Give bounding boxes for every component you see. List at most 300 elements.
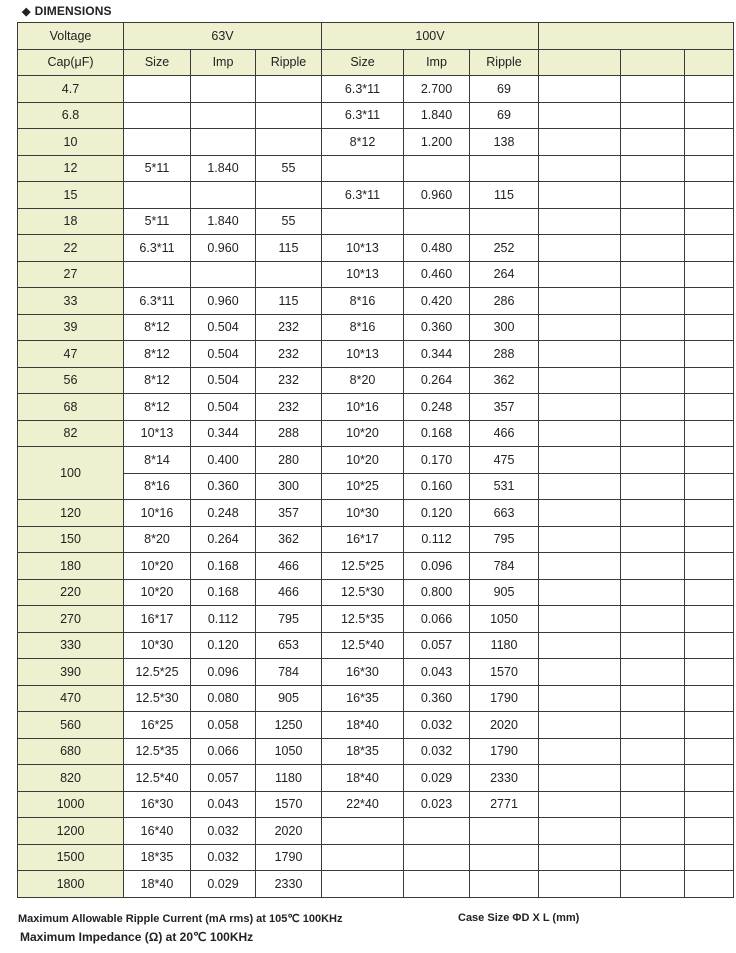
imp-63v-cell: 0.066 — [191, 738, 256, 765]
size-100v-cell: 10*25 — [322, 473, 404, 500]
ripple-63v-cell: 280 — [256, 447, 322, 474]
ripple-63v-cell: 905 — [256, 685, 322, 712]
empty-cell — [621, 606, 685, 633]
empty-cell — [685, 606, 734, 633]
size-63v-cell: 18*40 — [124, 871, 191, 898]
cap-cell: 27 — [18, 261, 124, 288]
empty-cell — [539, 738, 621, 765]
empty-cell — [685, 261, 734, 288]
table-row — [18, 738, 734, 765]
table-row — [18, 553, 734, 580]
ripple-100v-cell: 1180 — [470, 632, 539, 659]
voltage-100v: 100V — [322, 23, 539, 50]
empty-cell — [621, 261, 685, 288]
table-row — [18, 712, 734, 739]
col-imp-63v: Imp — [191, 49, 256, 76]
cap-cell: 18 — [18, 208, 124, 235]
imp-100v-cell: 0.120 — [404, 500, 470, 527]
ripple-100v-cell: 531 — [470, 473, 539, 500]
empty-cell — [621, 579, 685, 606]
imp-63v-cell: 0.120 — [191, 632, 256, 659]
empty-cell — [621, 208, 685, 235]
empty-cell — [685, 500, 734, 527]
table-row — [18, 871, 734, 898]
imp-100v-cell: 0.360 — [404, 685, 470, 712]
empty-cell — [685, 182, 734, 209]
empty-cell — [621, 102, 685, 129]
imp-100v-cell: 2.700 — [404, 76, 470, 103]
ripple-63v-cell: 115 — [256, 288, 322, 315]
ripple-63v-cell — [256, 182, 322, 209]
ripple-100v-cell: 69 — [470, 102, 539, 129]
imp-63v-cell: 0.029 — [191, 871, 256, 898]
imp-100v-cell: 0.800 — [404, 579, 470, 606]
size-100v-cell: 10*13 — [322, 261, 404, 288]
empty-cell — [685, 844, 734, 871]
empty-cell — [685, 579, 734, 606]
imp-63v-cell: 0.057 — [191, 765, 256, 792]
ripple-100v-cell: 475 — [470, 447, 539, 474]
cap-cell: 180 — [18, 553, 124, 580]
empty-cell — [621, 367, 685, 394]
size-100v-cell: 18*40 — [322, 765, 404, 792]
empty-cell — [685, 341, 734, 368]
empty-cell — [539, 685, 621, 712]
empty-cell — [685, 818, 734, 845]
table-row — [18, 526, 734, 553]
size-100v-cell: 12.5*35 — [322, 606, 404, 633]
empty-cell — [685, 685, 734, 712]
empty-cell — [539, 791, 621, 818]
imp-63v-cell: 0.960 — [191, 288, 256, 315]
empty-cell — [685, 659, 734, 686]
table-row — [18, 235, 734, 262]
ripple-63v-cell: 300 — [256, 473, 322, 500]
ripple-63v-cell: 288 — [256, 420, 322, 447]
size-63v-cell: 12.5*30 — [124, 685, 191, 712]
empty-cell — [621, 738, 685, 765]
table-row — [18, 155, 734, 182]
ripple-63v-cell: 1570 — [256, 791, 322, 818]
imp-100v-cell: 0.344 — [404, 341, 470, 368]
cap-cell: 47 — [18, 341, 124, 368]
size-100v-cell — [322, 871, 404, 898]
ripple-63v-cell: 2330 — [256, 871, 322, 898]
col-empty — [539, 49, 621, 76]
ripple-63v-cell: 55 — [256, 208, 322, 235]
empty-cell — [685, 314, 734, 341]
empty-cell — [685, 526, 734, 553]
empty-cell — [539, 526, 621, 553]
cap-cell: 680 — [18, 738, 124, 765]
dimensions-table — [17, 22, 734, 898]
size-100v-cell: 10*30 — [322, 500, 404, 527]
ripple-63v-cell: 232 — [256, 314, 322, 341]
size-63v-cell: 8*12 — [124, 314, 191, 341]
empty-cell — [539, 765, 621, 792]
cap-cell: 12 — [18, 155, 124, 182]
ripple-100v-cell: 663 — [470, 500, 539, 527]
cap-cell: 470 — [18, 685, 124, 712]
size-63v-cell: 8*12 — [124, 367, 191, 394]
size-100v-cell: 10*20 — [322, 447, 404, 474]
empty-cell — [621, 553, 685, 580]
imp-63v-cell — [191, 129, 256, 156]
size-100v-cell: 12.5*40 — [322, 632, 404, 659]
cap-cell: 1000 — [18, 791, 124, 818]
size-100v-cell: 6.3*11 — [322, 76, 404, 103]
size-63v-cell: 16*17 — [124, 606, 191, 633]
cap-cell: 270 — [18, 606, 124, 633]
size-63v-cell: 6.3*11 — [124, 235, 191, 262]
imp-100v-cell: 0.264 — [404, 367, 470, 394]
size-100v-cell: 8*16 — [322, 288, 404, 315]
ripple-63v-cell — [256, 129, 322, 156]
ripple-note: Maximum Allowable Ripple Current (mA rms) at 105℃ 100KHz — [18, 913, 343, 925]
imp-63v-cell: 0.504 — [191, 341, 256, 368]
imp-100v-cell: 0.032 — [404, 712, 470, 739]
size-63v-cell: 10*13 — [124, 420, 191, 447]
table-row — [18, 500, 734, 527]
imp-100v-cell: 0.960 — [404, 182, 470, 209]
cap-cell: 56 — [18, 367, 124, 394]
empty-cell — [539, 473, 621, 500]
imp-100v-cell: 0.460 — [404, 261, 470, 288]
empty-cell — [685, 473, 734, 500]
empty-cell — [539, 102, 621, 129]
imp-100v-cell: 0.023 — [404, 791, 470, 818]
voltage-empty — [539, 23, 734, 50]
ripple-63v-cell: 653 — [256, 632, 322, 659]
size-100v-cell: 12.5*30 — [322, 579, 404, 606]
empty-cell — [539, 579, 621, 606]
col-size-100v: Size — [322, 49, 404, 76]
ripple-100v-cell: 264 — [470, 261, 539, 288]
cap-cell: 390 — [18, 659, 124, 686]
size-63v-cell: 10*20 — [124, 579, 191, 606]
empty-cell — [539, 76, 621, 103]
cap-cell: 4.7 — [18, 76, 124, 103]
ripple-63v-cell — [256, 261, 322, 288]
size-63v-cell — [124, 102, 191, 129]
imp-63v-cell: 0.344 — [191, 420, 256, 447]
ripple-63v-cell — [256, 76, 322, 103]
imp-100v-cell: 1.840 — [404, 102, 470, 129]
size-63v-cell: 10*20 — [124, 553, 191, 580]
imp-63v-cell: 1.840 — [191, 155, 256, 182]
empty-cell — [539, 129, 621, 156]
empty-cell — [621, 394, 685, 421]
ripple-100v-cell: 300 — [470, 314, 539, 341]
size-100v-cell: 10*13 — [322, 235, 404, 262]
imp-100v-cell: 0.112 — [404, 526, 470, 553]
imp-63v-cell: 0.096 — [191, 659, 256, 686]
table-row — [18, 261, 734, 288]
size-63v-cell: 5*11 — [124, 208, 191, 235]
imp-100v-cell: 0.420 — [404, 288, 470, 315]
ripple-63v-cell: 232 — [256, 367, 322, 394]
imp-63v-cell: 0.360 — [191, 473, 256, 500]
empty-cell — [539, 235, 621, 262]
table-row — [18, 791, 734, 818]
imp-63v-cell: 0.400 — [191, 447, 256, 474]
table-row — [18, 129, 734, 156]
imp-63v-cell: 0.080 — [191, 685, 256, 712]
cap-cell: 1200 — [18, 818, 124, 845]
cap-cell: 22 — [18, 235, 124, 262]
empty-cell — [621, 765, 685, 792]
empty-cell — [685, 553, 734, 580]
empty-cell — [621, 341, 685, 368]
table-row — [18, 765, 734, 792]
imp-63v-cell: 0.112 — [191, 606, 256, 633]
size-100v-cell: 6.3*11 — [322, 102, 404, 129]
ripple-63v-cell: 55 — [256, 155, 322, 182]
cap-cell: 82 — [18, 420, 124, 447]
empty-cell — [621, 712, 685, 739]
empty-cell — [685, 712, 734, 739]
empty-cell — [621, 314, 685, 341]
table-row — [18, 473, 734, 500]
empty-cell — [539, 632, 621, 659]
size-63v-cell — [124, 261, 191, 288]
empty-cell — [539, 553, 621, 580]
empty-cell — [685, 632, 734, 659]
ripple-63v-cell: 2020 — [256, 818, 322, 845]
cap-cell: 220 — [18, 579, 124, 606]
empty-cell — [621, 844, 685, 871]
imp-100v-cell: 0.032 — [404, 738, 470, 765]
empty-cell — [539, 261, 621, 288]
ripple-63v-cell: 795 — [256, 606, 322, 633]
ripple-100v-cell: 362 — [470, 367, 539, 394]
empty-cell — [539, 659, 621, 686]
size-100v-cell: 22*40 — [322, 791, 404, 818]
ripple-100v-cell: 2020 — [470, 712, 539, 739]
imp-63v-cell: 0.168 — [191, 579, 256, 606]
empty-cell — [539, 341, 621, 368]
ripple-63v-cell — [256, 102, 322, 129]
empty-cell — [685, 765, 734, 792]
ripple-100v-cell: 357 — [470, 394, 539, 421]
table-row — [18, 208, 734, 235]
table-row — [18, 606, 734, 633]
imp-63v-cell: 0.960 — [191, 235, 256, 262]
ripple-63v-cell: 466 — [256, 579, 322, 606]
diamond-icon: ◆ — [22, 6, 31, 18]
ripple-100v-cell: 2330 — [470, 765, 539, 792]
imp-63v-cell: 0.504 — [191, 367, 256, 394]
empty-cell — [685, 288, 734, 315]
empty-cell — [621, 182, 685, 209]
empty-cell — [621, 818, 685, 845]
size-100v-cell — [322, 155, 404, 182]
ripple-100v-cell — [470, 155, 539, 182]
size-100v-cell: 10*16 — [322, 394, 404, 421]
empty-cell — [621, 632, 685, 659]
ripple-100v-cell: 288 — [470, 341, 539, 368]
imp-100v-cell — [404, 871, 470, 898]
size-63v-cell — [124, 182, 191, 209]
empty-cell — [539, 500, 621, 527]
imp-63v-cell: 0.032 — [191, 818, 256, 845]
size-63v-cell: 6.3*11 — [124, 288, 191, 315]
table-row — [18, 844, 734, 871]
empty-cell — [539, 818, 621, 845]
ripple-100v-cell: 69 — [470, 76, 539, 103]
size-100v-cell: 8*16 — [322, 314, 404, 341]
ripple-100v-cell: 795 — [470, 526, 539, 553]
imp-100v-cell — [404, 844, 470, 871]
empty-cell — [685, 394, 734, 421]
empty-cell — [539, 447, 621, 474]
ripple-100v-cell: 1570 — [470, 659, 539, 686]
ripple-100v-cell — [470, 208, 539, 235]
section-title-text: DIMENSIONS — [34, 4, 112, 18]
ripple-100v-cell: 1790 — [470, 738, 539, 765]
col-empty — [685, 49, 734, 76]
table-row — [18, 367, 734, 394]
table-row — [18, 341, 734, 368]
imp-100v-cell — [404, 818, 470, 845]
ripple-100v-cell — [470, 818, 539, 845]
imp-63v-cell: 0.264 — [191, 526, 256, 553]
ripple-63v-cell: 232 — [256, 394, 322, 421]
size-100v-cell: 10*20 — [322, 420, 404, 447]
table-row — [18, 579, 734, 606]
cap-cell: 120 — [18, 500, 124, 527]
imp-100v-cell: 0.248 — [404, 394, 470, 421]
empty-cell — [685, 791, 734, 818]
size-100v-cell: 16*35 — [322, 685, 404, 712]
cap-cell: 1800 — [18, 871, 124, 898]
empty-cell — [621, 155, 685, 182]
ripple-63v-cell: 115 — [256, 235, 322, 262]
size-63v-cell: 12.5*35 — [124, 738, 191, 765]
empty-cell — [539, 367, 621, 394]
imp-100v-cell: 0.066 — [404, 606, 470, 633]
imp-100v-cell: 0.170 — [404, 447, 470, 474]
empty-cell — [539, 871, 621, 898]
col-ripple-100v: Ripple — [470, 49, 539, 76]
empty-cell — [621, 420, 685, 447]
ripple-100v-cell: 2771 — [470, 791, 539, 818]
table-row — [18, 659, 734, 686]
empty-cell — [621, 659, 685, 686]
table-row — [18, 447, 734, 474]
empty-cell — [539, 314, 621, 341]
empty-cell — [685, 738, 734, 765]
imp-100v-cell: 0.360 — [404, 314, 470, 341]
ripple-63v-cell: 362 — [256, 526, 322, 553]
empty-cell — [621, 76, 685, 103]
ripple-63v-cell: 357 — [256, 500, 322, 527]
size-63v-cell: 16*40 — [124, 818, 191, 845]
empty-cell — [621, 288, 685, 315]
empty-cell — [685, 420, 734, 447]
size-63v-cell: 8*12 — [124, 341, 191, 368]
cap-cell: 560 — [18, 712, 124, 739]
size-100v-cell: 8*12 — [322, 129, 404, 156]
voltage-header-row — [18, 23, 734, 50]
imp-63v-cell — [191, 261, 256, 288]
size-100v-cell: 10*13 — [322, 341, 404, 368]
ripple-63v-cell: 1790 — [256, 844, 322, 871]
size-63v-cell: 10*16 — [124, 500, 191, 527]
size-63v-cell: 5*11 — [124, 155, 191, 182]
empty-cell — [685, 76, 734, 103]
imp-63v-cell — [191, 182, 256, 209]
table-row — [18, 76, 734, 103]
empty-cell — [621, 235, 685, 262]
imp-100v-cell: 1.200 — [404, 129, 470, 156]
imp-100v-cell: 0.480 — [404, 235, 470, 262]
ripple-100v-cell: 138 — [470, 129, 539, 156]
column-header-row — [18, 49, 734, 76]
imp-63v-cell: 0.058 — [191, 712, 256, 739]
imp-100v-cell — [404, 208, 470, 235]
ripple-63v-cell: 466 — [256, 553, 322, 580]
empty-cell — [685, 208, 734, 235]
voltage-label: Voltage — [18, 23, 124, 50]
imp-63v-cell — [191, 102, 256, 129]
col-empty — [621, 49, 685, 76]
cap-cell: 33 — [18, 288, 124, 315]
imp-100v-cell: 0.057 — [404, 632, 470, 659]
ripple-63v-cell: 232 — [256, 341, 322, 368]
section-title — [22, 4, 112, 18]
empty-cell — [539, 155, 621, 182]
cap-cell: 39 — [18, 314, 124, 341]
table-row — [18, 102, 734, 129]
size-63v-cell — [124, 76, 191, 103]
table-row — [18, 288, 734, 315]
ripple-100v-cell: 252 — [470, 235, 539, 262]
cap-cell: 100 — [18, 447, 124, 500]
size-63v-cell: 8*16 — [124, 473, 191, 500]
ripple-100v-cell: 1050 — [470, 606, 539, 633]
ripple-100v-cell — [470, 871, 539, 898]
col-ripple-63v: Ripple — [256, 49, 322, 76]
impedance-note: Maximum Impedance (Ω) at 20℃ 100KHz — [20, 930, 254, 944]
empty-cell — [621, 473, 685, 500]
ripple-63v-cell: 784 — [256, 659, 322, 686]
imp-100v-cell: 0.160 — [404, 473, 470, 500]
empty-cell — [685, 235, 734, 262]
empty-cell — [539, 420, 621, 447]
empty-cell — [621, 791, 685, 818]
table-row — [18, 632, 734, 659]
empty-cell — [539, 844, 621, 871]
table-row — [18, 314, 734, 341]
size-100v-cell — [322, 208, 404, 235]
imp-100v-cell: 0.168 — [404, 420, 470, 447]
imp-100v-cell: 0.096 — [404, 553, 470, 580]
cap-cell: 6.8 — [18, 102, 124, 129]
imp-100v-cell: 0.043 — [404, 659, 470, 686]
ripple-100v-cell: 1790 — [470, 685, 539, 712]
ripple-63v-cell: 1180 — [256, 765, 322, 792]
cap-cell: 330 — [18, 632, 124, 659]
empty-cell — [621, 685, 685, 712]
size-63v-cell: 16*25 — [124, 712, 191, 739]
cap-cell: 150 — [18, 526, 124, 553]
size-100v-cell — [322, 844, 404, 871]
imp-100v-cell — [404, 155, 470, 182]
ripple-100v-cell: 286 — [470, 288, 539, 315]
empty-cell — [539, 712, 621, 739]
empty-cell — [685, 871, 734, 898]
